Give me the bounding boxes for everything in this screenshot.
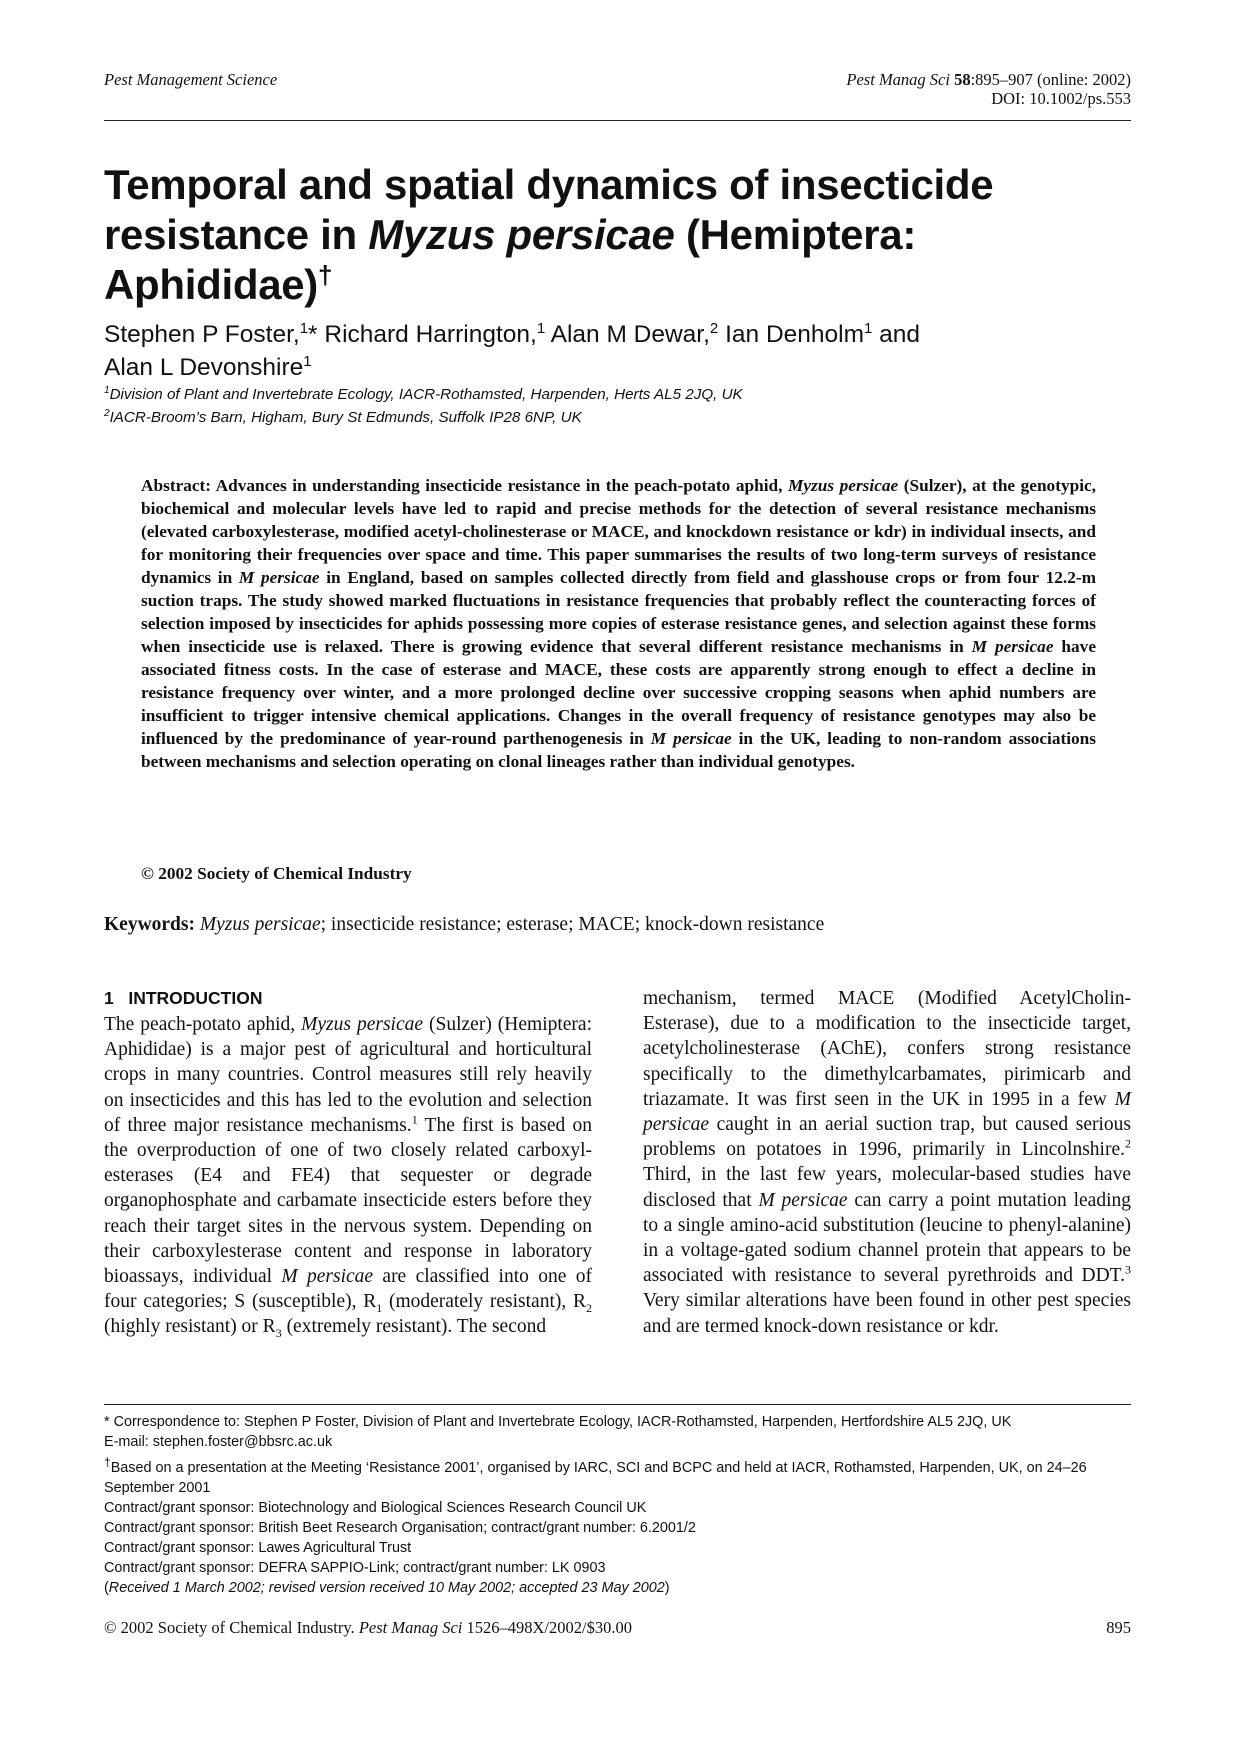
body-column-right: mechanism, termed MACE (Modified AcetylCholin-Esterase), due to a modification to the insecticide target, acetylcholinesterase (AChE), confers strong resistance specifically to the dimethylcarbamates, pirimicarb and triazamate. It was first seen in the UK in 1995 in a few M persicae caught in an aerial suction trap, but caused serious problems on potatoes in 1996, primarily in Lincolnshire.$^2$ Third, in the last few years, molecular-based studies have disclosed that M persicae can carry a point mutation leading to a single amino-acid substitution (leucine to phenyl-alanine) in a voltage-gated sodium channel protein that appears to be associated with resistance to several pyrethroids and DDT.$^3$ Very similar alterations have been found in other pest species and are termed knock-down resistance or kdr. — [643, 988, 1131, 1337]
journal-name: Pest Management Science — [104, 70, 278, 89]
reference-1[interactable]: 1 — [411, 1112, 418, 1127]
citation-line: Pest Manag Sci 58:895–907 (online: 2002) — [846, 70, 1131, 89]
sponsor-note: Contract/grant sponsor: British Beet Research Organisation; contract/grant number: 6.2001/2 — [104, 1519, 696, 1536]
footer-copyright: © 2002 Society of Chemical Industry. Pest Manag Sci 1526–498X/2002/$30.00 — [104, 1618, 632, 1637]
sponsor-note: Contract/grant sponsor: Biotechnology and Biological Sciences Research Council UK — [104, 1499, 647, 1516]
affiliation-1: $^1$Division of Plant and Invertebrate Ecology, IACR-Rothamsted, Harpenden, Herts AL5 2JQ, UK — [104, 384, 743, 403]
reference-3[interactable]: 3 — [1125, 1262, 1131, 1277]
body-column-left: The peach-potato aphid, Myzus persicae (Sulzer) (Hemiptera: Aphididae) is a major pest of agricultural and horticultural crops in many countries. Control measures still rely heavily on insecticides and this has led to the evolution and selection of three major resistance mechanisms.$^1$ The first is based on the overproduction of one of two closely related carboxyl-esterases (E4 and FE4) that sequester or degrade organophosphate and carbamate insecticide esters before they reach their target sites in the nervous system. Depending on their carboxylesterase content and response in laboratory bioassays, individual M persicae are classified into one of four categories; S (susceptible), $R_1$ (moderately resistant), $R_2$ (highly resistant) or $R_3$ (extremely resistant). The second — [104, 1014, 593, 1341]
affiliation-2: $^2$IACR-Broom’s Barn, Higham, Bury St Edmunds, Suffolk IP28 6NP, UK — [104, 407, 582, 426]
page-number: 895 — [1106, 1618, 1131, 1637]
citation-block — [846, 70, 1131, 108]
header-divider — [104, 120, 1131, 121]
keywords: Keywords: Myzus persicae; insecticide resistance; esterase; MACE; knock-down resistance — [104, 914, 825, 935]
reference-2[interactable]: 2 — [1125, 1136, 1131, 1151]
article-title: Temporal and spatial dynamics of insecticide resistance in Myzus persicae (Hemiptera: Aphididae)† — [104, 161, 994, 308]
received-dates: (Received 1 March 2002; revised version received 10 May 2002; accepted 23 May 2002) — [104, 1579, 670, 1596]
author-list: Stephen P Foster,$^1$* Richard Harrington,$^1$ Alan M Dewar,$^2$ Ian Denholm$^1$ and Alan L Devonshire$^1$ — [104, 319, 921, 381]
sponsor-note: Contract/grant sponsor: Lawes Agricultural Trust — [104, 1539, 412, 1556]
email-note: E-mail: stephen.foster@bbsrc.ac.uk — [104, 1434, 333, 1450]
section-heading: 1 INTRODUCTION — [104, 988, 263, 1008]
footnote-divider — [104, 1404, 1131, 1405]
correspondence-note: * Correspondence to: Stephen P Foster, Division of Plant and Invertebrate Ecology, IACR-Rothamsted, Harpenden, Hertfordshire AL5 2JQ, UK — [104, 1414, 1012, 1430]
abstract: Abstract: Advances in understanding insecticide resistance in the peach-potato aphid, Myzus persicae (Sulzer), at the genotypic, biochemical and molecular levels have led to rapid and precise methods for the detection of several resistance mechanisms (elevated carboxylesterase, modified acetyl-cholinesterase or MACE, and knockdown resistance or kdr) in individual insects, and for monitoring their frequencies over space and time. This paper summarises the results of two long-term surveys of resistance dynamics in M persicae in England, based on samples collected directly from field and glasshouse crops or from four 12.2-m suction traps. The study showed marked fluctuations in resistance frequencies that probably reflect the counteracting forces of selection imposed by insecticides for aphids possessing more copies of esterase resistance genes, and selection against these forms when insecticide use is relaxed. There is growing evidence that several different resistance mechanisms in M persicae have associated fitness costs. In the case of esterase and MACE, these costs are apparently strong enough to effect a decline in resistance frequency over winter, and a more prolonged decline over successive cropping seasons when aphid numbers are insufficient to trigger intensive chemical applications. Changes in the overall frequency of resistance genotypes may also be influenced by the predominance of year-round parthenogenesis in M persicae in the UK, leading to non-random associations between mechanisms and selection operating on clonal lineages rather than individual genotypes. — [141, 476, 1097, 771]
abstract-copyright: © 2002 Society of Chemical Industry — [141, 864, 412, 883]
sponsor-note: Contract/grant sponsor: DEFRA SAPPIO-Link; contract/grant number: LK 0903 — [104, 1559, 606, 1576]
presentation-note: †Based on a presentation at the Meeting ‘Resistance 2001’, organised by IARC, SCI and BCPC and held at IACR, Rothamsted, Harpenden, UK, on 24–26 September 2001 — [104, 1455, 1087, 1496]
doi: DOI: 10.1002/ps.553 — [991, 89, 1131, 108]
footnotes — [104, 1412, 1131, 1598]
